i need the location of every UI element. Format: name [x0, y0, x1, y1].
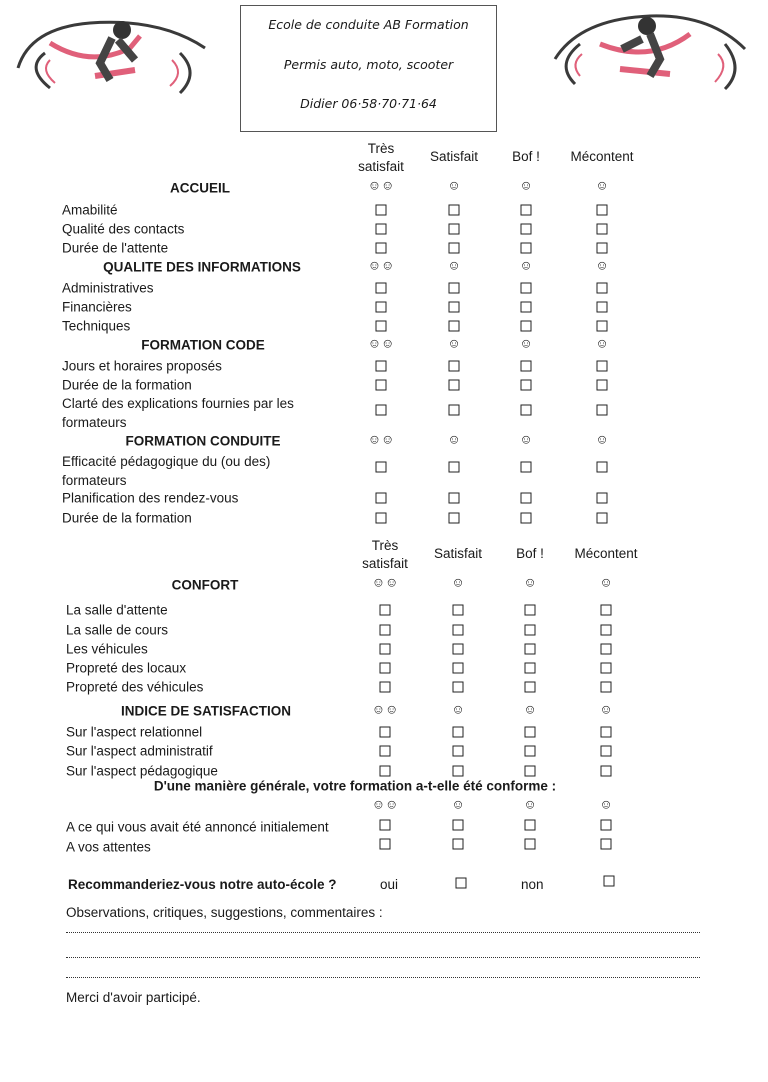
- column-header-very-satisfied: Très: [371, 538, 399, 553]
- question-label: Durée de la formation: [62, 377, 192, 393]
- checkbox-bof[interactable]: [525, 727, 536, 738]
- license-types: Permis auto, moto, scooter: [283, 57, 454, 72]
- checkbox-unhappy[interactable]: [597, 302, 608, 313]
- checkbox-bof[interactable]: [525, 839, 536, 850]
- smiley-very-satisfied-icon: ☺☺: [371, 574, 399, 590]
- question-label: Sur l'aspect relationnel: [66, 724, 203, 740]
- checkbox-bof[interactable]: [521, 283, 532, 294]
- checkbox-bof[interactable]: [521, 243, 532, 254]
- section-title: ACCUEIL: [170, 180, 230, 196]
- question-label: Sur l'aspect pédagogique: [66, 763, 218, 779]
- recommend-no-checkbox[interactable]: [604, 876, 615, 887]
- smiley-very-satisfied-icon: ☺☺: [367, 177, 395, 193]
- column-header-very-satisfied: satisfait: [362, 556, 408, 571]
- checkbox-very-satisfied[interactable]: [376, 380, 387, 391]
- checkbox-very-satisfied[interactable]: [376, 493, 387, 504]
- school-info-box: [240, 5, 497, 132]
- section-title: FORMATION CONDUITE: [125, 433, 281, 449]
- smiley-satisfied-icon: ☺: [451, 796, 465, 812]
- motorcycle-logo-left: [10, 8, 210, 98]
- question-label: Administratives: [62, 280, 154, 296]
- checkbox-satisfied[interactable]: [453, 820, 464, 831]
- question-label: Les véhicules: [66, 641, 148, 657]
- column-header-bof: Bof !: [516, 546, 544, 561]
- section-title: INDICE DE SATISFACTION: [120, 703, 292, 719]
- motorcycle-logo-right: [550, 4, 750, 94]
- checkbox-very-satisfied[interactable]: [380, 727, 391, 738]
- question-label: Amabilité: [62, 202, 118, 218]
- question-label: Efficacité pédagogique du (ou des) formateurs: [62, 454, 271, 488]
- smiley-satisfied-icon: ☺: [451, 574, 465, 590]
- checkbox-satisfied[interactable]: [449, 462, 460, 473]
- checkbox-bof[interactable]: [525, 663, 536, 674]
- checkbox-bof[interactable]: [525, 644, 536, 655]
- checkbox-satisfied[interactable]: [449, 302, 460, 313]
- smiley-satisfied-icon: ☺: [447, 431, 461, 447]
- checkbox-satisfied[interactable]: [453, 644, 464, 655]
- checkbox-satisfied[interactable]: [449, 493, 460, 504]
- checkbox-very-satisfied[interactable]: [380, 625, 391, 636]
- checkbox-satisfied[interactable]: [449, 283, 460, 294]
- checkbox-satisfied[interactable]: [449, 380, 460, 391]
- thanks-text: Merci d'avoir participé.: [66, 990, 201, 1005]
- checkbox-very-satisfied[interactable]: [376, 405, 387, 416]
- checkbox-very-satisfied[interactable]: [376, 205, 387, 216]
- checkbox-satisfied[interactable]: [453, 839, 464, 850]
- checkbox-unhappy[interactable]: [601, 625, 612, 636]
- section-title: QUALITE DES INFORMATIONS: [103, 259, 301, 275]
- checkbox-bof[interactable]: [521, 493, 532, 504]
- checkbox-very-satisfied[interactable]: [380, 766, 391, 777]
- checkbox-unhappy[interactable]: [597, 405, 608, 416]
- question-label: Techniques: [62, 318, 131, 334]
- checkbox-unhappy[interactable]: [597, 224, 608, 235]
- checkbox-satisfied[interactable]: [453, 663, 464, 674]
- checkbox-very-satisfied[interactable]: [380, 663, 391, 674]
- checkbox-bof[interactable]: [525, 746, 536, 757]
- section-title: FORMATION CODE: [141, 337, 265, 353]
- checkbox-very-satisfied[interactable]: [376, 283, 387, 294]
- checkbox-very-satisfied[interactable]: [376, 224, 387, 235]
- checkbox-very-satisfied[interactable]: [376, 302, 387, 313]
- question-label: La salle de cours: [66, 622, 169, 638]
- smiley-bof-icon: ☺: [519, 177, 533, 193]
- checkbox-bof[interactable]: [521, 205, 532, 216]
- checkbox-unhappy[interactable]: [597, 321, 608, 332]
- column-header-unhappy: Mécontent: [570, 149, 634, 164]
- checkbox-satisfied[interactable]: [453, 625, 464, 636]
- question-label: Planification des rendez-vous: [62, 490, 239, 506]
- smiley-very-satisfied-icon: ☺☺: [371, 701, 399, 717]
- smiley-bof-icon: ☺: [519, 257, 533, 273]
- checkbox-bof[interactable]: [521, 462, 532, 473]
- smiley-satisfied-icon: ☺: [447, 177, 461, 193]
- smiley-unhappy-icon: ☺: [599, 796, 613, 812]
- observations-label: Observations, critiques, suggestions, commentaires :: [66, 905, 383, 920]
- checkbox-very-satisfied[interactable]: [380, 682, 391, 693]
- checkbox-bof[interactable]: [521, 224, 532, 235]
- checkbox-unhappy[interactable]: [597, 283, 608, 294]
- smiley-very-satisfied-icon: ☺☺: [367, 335, 395, 351]
- checkbox-unhappy[interactable]: [601, 766, 612, 777]
- smiley-unhappy-icon: ☺: [595, 177, 609, 193]
- question-label: Clarté des explications fournies par les formateurs: [62, 396, 294, 430]
- question-label: Financières: [62, 299, 132, 315]
- smiley-very-satisfied-icon: ☺☺: [371, 796, 399, 812]
- checkbox-unhappy[interactable]: [597, 513, 608, 524]
- question-label: Durée de la formation: [62, 510, 192, 526]
- column-header-satisfied: Satisfait: [429, 149, 479, 164]
- checkbox-very-satisfied[interactable]: [376, 361, 387, 372]
- checkbox-very-satisfied[interactable]: [376, 321, 387, 332]
- checkbox-satisfied[interactable]: [449, 513, 460, 524]
- question-label: Durée de l'attente: [62, 240, 169, 256]
- checkbox-unhappy[interactable]: [597, 493, 608, 504]
- comment-line-3[interactable]: [66, 977, 700, 978]
- checkbox-very-satisfied[interactable]: [380, 605, 391, 616]
- question-label: La salle d'attente: [66, 602, 168, 618]
- question-label: Jours et horaires proposés: [62, 358, 222, 374]
- checkbox-satisfied[interactable]: [449, 321, 460, 332]
- smiley-bof-icon: ☺: [523, 574, 537, 590]
- section-title: D'une manière générale, votre formation a-t-elle été conforme :: [153, 778, 557, 794]
- smiley-very-satisfied-icon: ☺☺: [367, 431, 395, 447]
- checkbox-unhappy[interactable]: [601, 839, 612, 850]
- question-label: Qualité des contacts: [62, 221, 185, 237]
- checkbox-bof[interactable]: [521, 513, 532, 524]
- checkbox-unhappy[interactable]: [601, 682, 612, 693]
- smiley-unhappy-icon: ☺: [595, 257, 609, 273]
- checkbox-bof[interactable]: [521, 321, 532, 332]
- contact-phone: Didier 06·58·70·71·64: [300, 96, 437, 111]
- question-label: A ce qui vous avait été annoncé initialement: [66, 819, 329, 835]
- checkbox-satisfied[interactable]: [449, 405, 460, 416]
- checkbox-satisfied[interactable]: [449, 361, 460, 372]
- checkbox-unhappy[interactable]: [597, 380, 608, 391]
- question-label: A vos attentes: [66, 839, 151, 855]
- recommend-yes-label: oui: [380, 877, 399, 892]
- smiley-unhappy-icon: ☺: [599, 574, 613, 590]
- checkbox-unhappy[interactable]: [597, 462, 608, 473]
- recommend-question: Recommanderiez-vous notre auto-école ?: [68, 877, 337, 892]
- checkbox-bof[interactable]: [525, 820, 536, 831]
- column-header-unhappy: Mécontent: [574, 546, 638, 561]
- checkbox-bof[interactable]: [525, 625, 536, 636]
- section-title: CONFORT: [171, 577, 239, 593]
- smiley-very-satisfied-icon: ☺☺: [367, 257, 395, 273]
- checkbox-very-satisfied[interactable]: [380, 839, 391, 850]
- checkbox-satisfied[interactable]: [453, 682, 464, 693]
- checkbox-bof[interactable]: [521, 302, 532, 313]
- question-label: Propreté des locaux: [66, 660, 187, 676]
- checkbox-bof[interactable]: [525, 605, 536, 616]
- comment-line-1[interactable]: [66, 932, 700, 933]
- column-header-very-satisfied: satisfait: [358, 159, 404, 174]
- checkbox-satisfied[interactable]: [453, 727, 464, 738]
- column-header-very-satisfied: Très: [367, 141, 395, 156]
- checkbox-satisfied[interactable]: [453, 605, 464, 616]
- comment-line-2[interactable]: [66, 957, 700, 958]
- checkbox-very-satisfied[interactable]: [376, 243, 387, 254]
- smiley-bof-icon: ☺: [523, 701, 537, 717]
- smiley-unhappy-icon: ☺: [599, 701, 613, 717]
- column-header-bof: Bof !: [512, 149, 540, 164]
- checkbox-satisfied[interactable]: [453, 746, 464, 757]
- checkbox-very-satisfied[interactable]: [376, 462, 387, 473]
- checkbox-bof[interactable]: [521, 405, 532, 416]
- checkbox-unhappy[interactable]: [597, 361, 608, 372]
- checkbox-very-satisfied[interactable]: [380, 820, 391, 831]
- checkbox-unhappy[interactable]: [597, 243, 608, 254]
- checkbox-very-satisfied[interactable]: [376, 513, 387, 524]
- question-label: Propreté des véhicules: [66, 679, 204, 695]
- checkbox-unhappy[interactable]: [601, 605, 612, 616]
- smiley-satisfied-icon: ☺: [451, 701, 465, 717]
- checkbox-very-satisfied[interactable]: [380, 746, 391, 757]
- smiley-satisfied-icon: ☺: [447, 257, 461, 273]
- checkbox-unhappy[interactable]: [597, 205, 608, 216]
- checkbox-bof[interactable]: [521, 361, 532, 372]
- checkbox-bof[interactable]: [521, 380, 532, 391]
- checkbox-satisfied[interactable]: [449, 243, 460, 254]
- smiley-satisfied-icon: ☺: [447, 335, 461, 351]
- checkbox-unhappy[interactable]: [601, 663, 612, 674]
- smiley-unhappy-icon: ☺: [595, 431, 609, 447]
- checkbox-unhappy[interactable]: [601, 820, 612, 831]
- smiley-bof-icon: ☺: [519, 335, 533, 351]
- question-label: Sur l'aspect administratif: [66, 743, 213, 759]
- checkbox-unhappy[interactable]: [601, 727, 612, 738]
- checkbox-satisfied[interactable]: [449, 224, 460, 235]
- checkbox-satisfied[interactable]: [453, 766, 464, 777]
- smiley-bof-icon: ☺: [519, 431, 533, 447]
- checkbox-satisfied[interactable]: [449, 205, 460, 216]
- checkbox-unhappy[interactable]: [601, 644, 612, 655]
- school-name: Ecole de conduite AB Formation: [268, 17, 469, 32]
- column-header-satisfied: Satisfait: [433, 546, 483, 561]
- recommend-yes-checkbox[interactable]: [456, 878, 467, 889]
- smiley-unhappy-icon: ☺: [595, 335, 609, 351]
- checkbox-very-satisfied[interactable]: [380, 644, 391, 655]
- recommend-no-label: non: [521, 877, 544, 892]
- checkbox-bof[interactable]: [525, 766, 536, 777]
- checkbox-unhappy[interactable]: [601, 746, 612, 757]
- checkbox-bof[interactable]: [525, 682, 536, 693]
- smiley-bof-icon: ☺: [523, 796, 537, 812]
